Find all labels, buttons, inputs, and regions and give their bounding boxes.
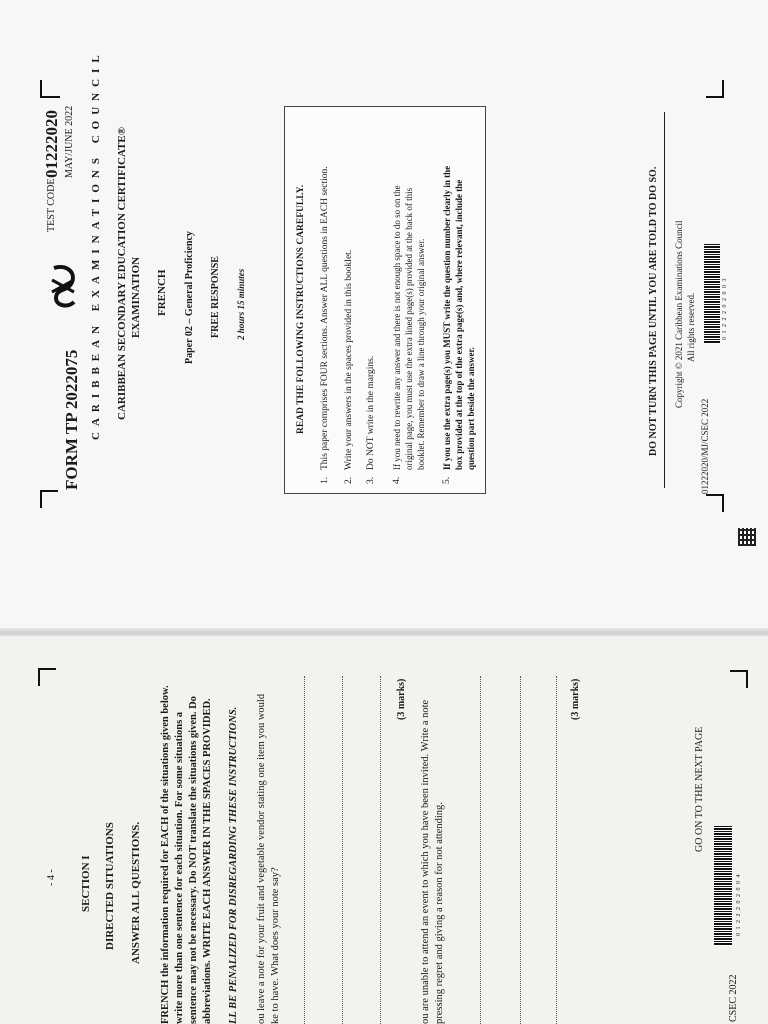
crop-mark — [40, 80, 60, 98]
duration: 2 hours 15 minutes — [236, 268, 246, 340]
crop-mark — [730, 670, 748, 688]
question-2-text: ou are unable to attend an event to which you have been invited. Write a note — [420, 699, 431, 1024]
answer-line[interactable] — [556, 676, 557, 1024]
footer-code: CSEC 2022 — [728, 974, 739, 1022]
instruction-line: abbreviations. WRITE EACH ANSWER IN THE SPACES PROVIDED. — [202, 698, 213, 1024]
instruction-number: 1. — [320, 476, 330, 484]
instruction-text: Do NOT write in the margins. — [366, 355, 376, 470]
answer-line[interactable] — [380, 676, 381, 1024]
barcode — [704, 244, 720, 344]
instruction-number: 2. — [344, 476, 354, 484]
examination-label: EXAMINATION — [130, 256, 142, 338]
instruction-line: FRENCH the information required for EACH of the situations given below. — [160, 685, 171, 1024]
question-1-text: ou leave a note for your fruit and vegetable vendor stating one item you would — [256, 693, 267, 1024]
instruction-line: sentence may not be necessary. Do NOT translate the situations given. Do — [188, 696, 199, 1024]
penalty-notice: LL BE PENALIZED FOR DISREGARDING THESE INSTRUCTIONS. — [228, 706, 239, 1024]
instruction-text: If you use the extra page(s) you MUST write the question number clearly in the — [442, 165, 452, 470]
rights: All rights reserved. — [686, 292, 696, 362]
answer-line[interactable] — [304, 676, 305, 1024]
cxc-logo-icon — [46, 262, 80, 310]
instruction-text: If you need to rewrite any answer and there is not enough space to do so on the — [392, 185, 402, 470]
certificate-title: CARIBBEAN SECONDARY EDUCATION CERTIFICATE® — [116, 127, 128, 420]
page-number: - 4 - — [46, 869, 57, 886]
instruction-text: This paper comprises FOUR sections. Answer ALL questions in EACH section. — [320, 166, 330, 470]
instruction-text: box provided at the top of the extra page(s) and, where relevant, include the — [454, 179, 464, 470]
crop-mark — [706, 494, 724, 512]
council-name: CARIBBEAN EXAMINATIONS COUNCIL — [90, 49, 102, 440]
barcode — [714, 826, 732, 946]
divider — [664, 112, 665, 488]
crop-mark — [38, 668, 56, 686]
do-not-turn-notice: DO NOT TURN THIS PAGE UNTIL YOU ARE TOLD TO DO SO. — [648, 166, 659, 456]
instruction-number: 4. — [392, 476, 402, 484]
answer-line[interactable] — [520, 676, 521, 1024]
marks-label: (3 marks) — [570, 678, 581, 720]
go-on-notice: GO ON TO THE NEXT PAGE — [694, 726, 705, 852]
section-title: SECTION I — [80, 855, 92, 912]
instruction-line: write more than one sentence for each situation. For some situations a — [174, 711, 185, 1024]
test-code-label: TEST CODE — [46, 178, 57, 232]
subject: FRENCH — [156, 269, 168, 316]
question-1-text: ke to have. What does your note say? — [270, 867, 281, 1024]
copyright: Copyright © 2021 Caribbean Examinations Council — [674, 220, 684, 408]
barcode-digits: 0 1 2 2 2 0 2 0 0 4 — [736, 873, 742, 936]
crop-mark — [40, 490, 58, 508]
answer-all: ANSWER ALL QUESTIONS. — [130, 821, 142, 964]
crop-mark — [706, 80, 724, 98]
paper-title: Paper 02 – General Proficiency — [184, 231, 195, 364]
form-code: FORM TP 2022075 — [62, 349, 81, 490]
footer-code: 01222020/MJ/CSEC 2022 — [700, 398, 710, 494]
question-2-text: pressing regret and giving a reason for not attending. — [434, 802, 445, 1024]
instruction-text: booklet. Remember to draw a line through your original answer. — [416, 238, 426, 470]
page-4 — [0, 636, 768, 1024]
answer-line[interactable] — [480, 676, 481, 1024]
answer-line[interactable] — [342, 676, 343, 1024]
instruction-text: original page, you must use the extra lined page(s) provided at the back of this — [404, 187, 414, 470]
qr-code — [738, 528, 756, 546]
barcode-digits: 0 1 2 2 2 0 2 0 0 3 — [722, 277, 728, 340]
instructions-heading: READ THE FOLLOWING INSTRUCTIONS CAREFULLY. — [296, 184, 306, 434]
instruction-text: Write your answers in the spaces provided in this booklet. — [344, 249, 354, 470]
marks-label: (3 marks) — [396, 678, 407, 720]
instruction-number: 5. — [442, 476, 452, 484]
section-subtitle: DIRECTED SITUATIONS — [104, 822, 116, 950]
instruction-text: question part beside the answer. — [466, 347, 476, 470]
paper-format: FREE RESPONSE — [210, 256, 221, 338]
exam-session: MAY/JUNE 2022 — [64, 105, 75, 178]
test-code: 01222020 — [42, 110, 61, 178]
instruction-number: 3. — [366, 476, 376, 484]
